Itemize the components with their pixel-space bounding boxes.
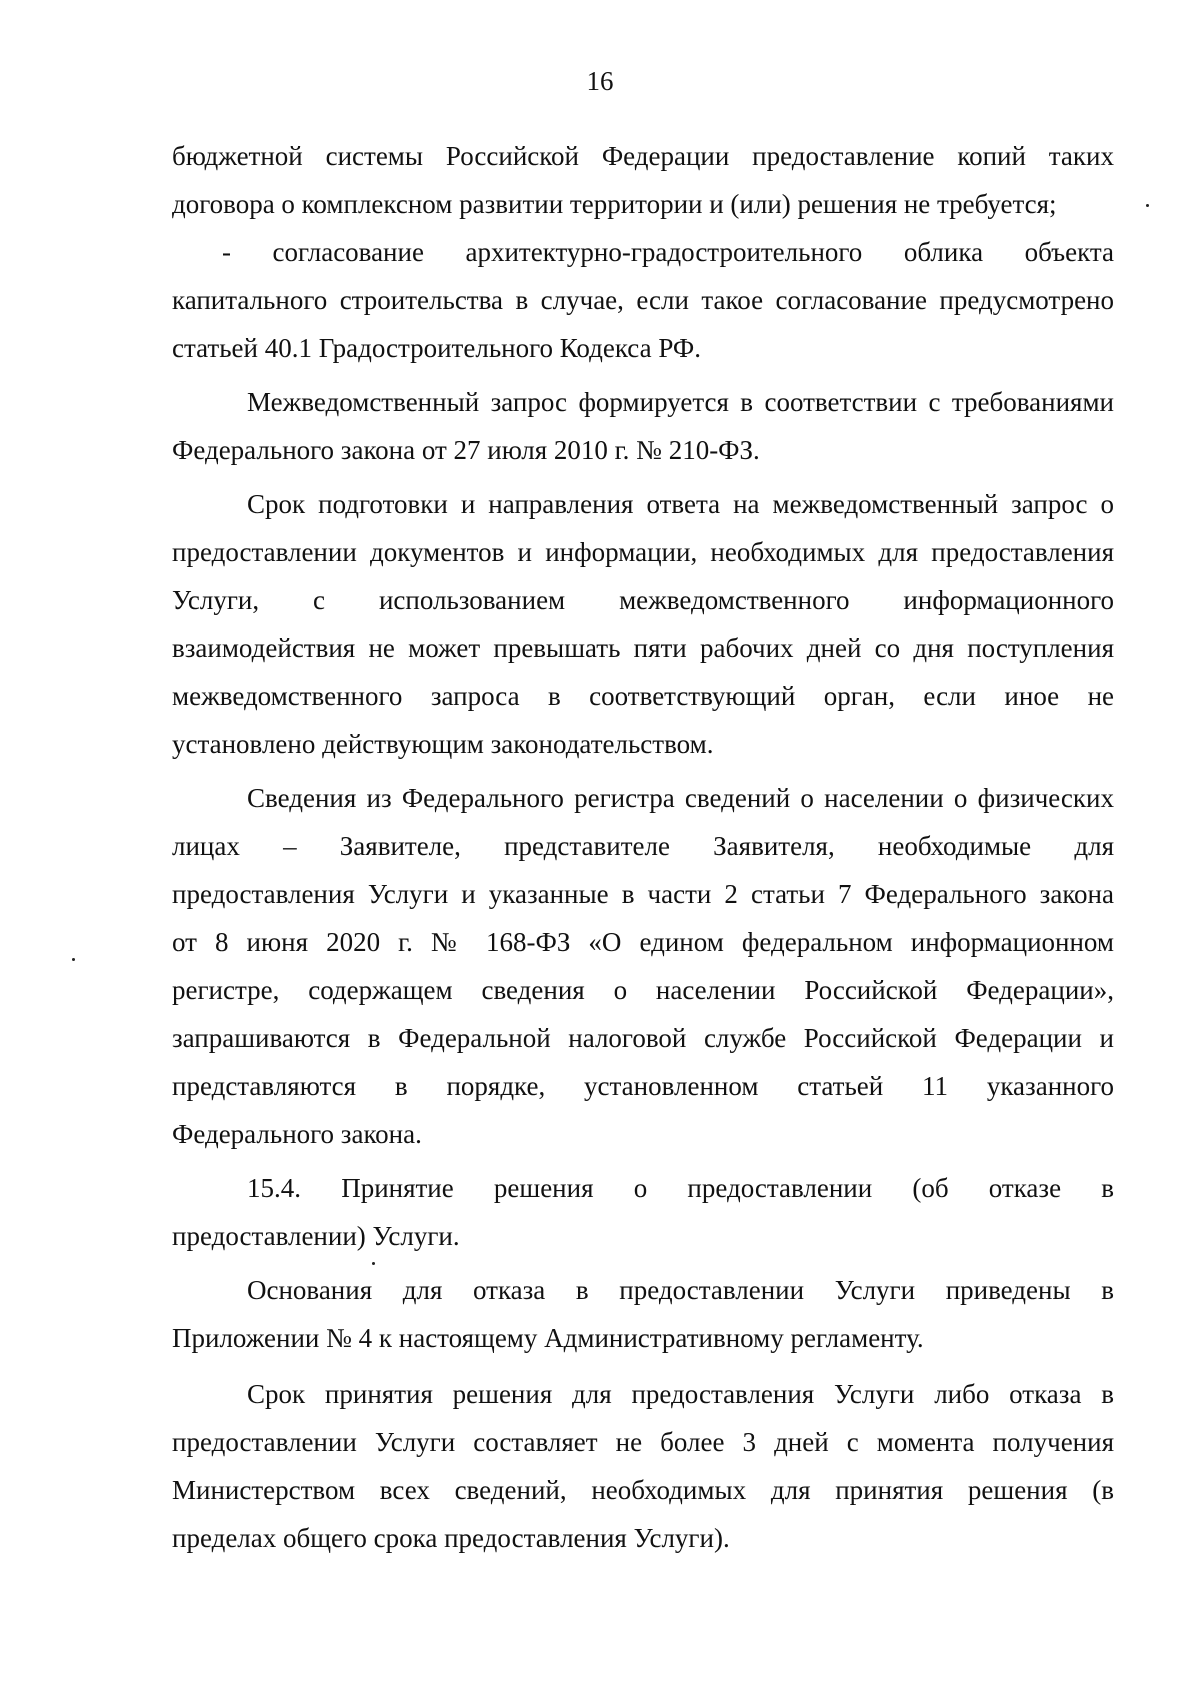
text-line: установлено действующим законодательством. <box>172 729 714 759</box>
paragraph-section-15-4 <box>172 1164 1114 1260</box>
scan-speck <box>372 1262 375 1265</box>
text-line: Услуги, с использованием межведомственного информационного <box>172 585 1114 615</box>
text-line: лицах – Заявителе, представителе Заявителя, необходимые для <box>172 831 1114 861</box>
list-item-dash: - согласование архитектурно-градостроительного облика объекта <box>222 237 1114 267</box>
text-line: взаимодействия не может превышать пяти рабочих дней со дня поступления <box>172 633 1114 663</box>
text-line: представляются в порядке, установленном статьей 11 указанного <box>172 1071 1114 1101</box>
text-line: пределах общего срока предоставления Услуги). <box>172 1523 730 1553</box>
section-heading-line: 15.4. Принятие решения о предоставлении (об отказе в <box>247 1173 1114 1203</box>
text-line: Приложении № 4 к настоящему Административному регламенту. <box>172 1323 924 1353</box>
text-line: Срок подготовки и направления ответа на межведомственный запрос о <box>247 489 1114 519</box>
text-line: статьей 40.1 Градостроительного Кодекса РФ. <box>172 333 701 363</box>
text-line: предоставлении) Услуги. <box>172 1221 460 1251</box>
text-line: от 8 июня 2020 г. № 168-ФЗ «О едином федеральном информационном <box>172 927 1114 957</box>
text-line: предоставлении Услуги составляет не более 3 дней с момента получения <box>172 1427 1114 1457</box>
text-line: Сведения из Федерального регистра сведений о населении о физических <box>247 783 1114 813</box>
paragraph-budget-system <box>172 132 1114 228</box>
page-number: 16 <box>586 66 614 96</box>
text-line: межведомственного запроса в соответствующий орган, если иное не <box>172 681 1114 711</box>
text-line: Основания для отказа в предоставлении Услуги приведены в <box>247 1275 1114 1305</box>
paragraph-response-deadline <box>172 480 1114 768</box>
text-line: Срок принятия решения для предоставления Услуги либо отказа в <box>247 1379 1114 1409</box>
text-line: Федерального закона от 27 июля 2010 г. № 210-ФЗ. <box>172 435 760 465</box>
paragraph-federal-register <box>172 774 1114 1158</box>
text-line: бюджетной системы Российской Федерации предоставление копий таких <box>172 141 1114 171</box>
scan-speck <box>72 958 75 961</box>
scan-speck <box>1146 204 1149 207</box>
paragraph-interagency-request <box>172 378 1114 474</box>
paragraph-architectural-approval <box>172 228 1114 372</box>
text-line: предоставления Услуги и указанные в части 2 статьи 7 Федерального закона <box>172 879 1114 909</box>
text-line: договора о комплексном развитии территории и (или) решения не требуется; <box>172 189 1057 219</box>
document-body <box>172 132 1114 1562</box>
text-line: Министерством всех сведений, необходимых для принятия решения (в <box>172 1475 1114 1505</box>
paragraph-decision-deadline <box>172 1370 1114 1562</box>
text-line: Федерального закона. <box>172 1119 422 1149</box>
text-line: предоставлении документов и информации, необходимых для предоставления <box>172 537 1114 567</box>
text-line: капитального строительства в случае, если такое согласование предусмотрено <box>172 285 1114 315</box>
text-line: запрашиваются в Федеральной налоговой службе Российской Федерации и <box>172 1023 1114 1053</box>
text-line: Межведомственный запрос формируется в соответствии с требованиями <box>247 387 1114 417</box>
paragraph-refusal-grounds <box>172 1266 1114 1362</box>
text-line: регистре, содержащем сведения о населении Российской Федерации», <box>172 975 1114 1005</box>
